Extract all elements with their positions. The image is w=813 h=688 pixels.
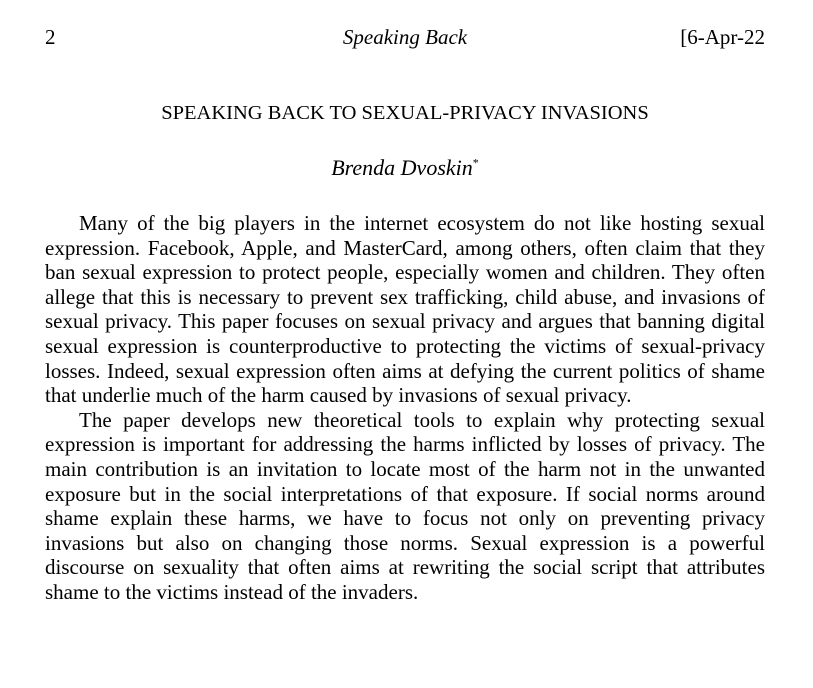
- abstract-body: [45, 211, 765, 605]
- author-name: Brenda Dvoskin: [331, 155, 473, 180]
- paper-title: SPEAKING BACK TO SEXUAL-PRIVACY INVASIONS: [161, 102, 649, 124]
- running-title: Speaking Back: [342, 25, 468, 49]
- page-number: 2: [45, 25, 56, 49]
- header-date: [6-Apr-22: [680, 25, 765, 49]
- paragraph-2: The paper develops new theoretical tools to explain why protecting sexual expression is important for addressing the harms inflicted by losses of privacy. The main contribution is an invitation to locate most of the harm not in the unwanted exposure but in the social interpretations of that exposure. If social norms around shame explain these harms, we have to focus not only on preventing privacy invasions but also on changing those norms. Sexual expression is a powerful discourse on sexuality that often aims at rewriting the social script that attributes shame to the victims instead of the invaders.: [45, 407, 765, 604]
- running-header: [45, 22, 765, 52]
- author-footnote-mark[interactable]: *: [472, 155, 479, 170]
- author-line: [45, 152, 765, 184]
- paragraph-1: Many of the big players in the internet ecosystem do not like hosting sexual expression. Facebook, Apple, and MasterCard, among others, often claim that they ban sexual expression to protect people, especially women and children. They often allege that this is necessary to prevent sex trafficking, child abuse, and invasions of sexual privacy. This paper focuses on sexual privacy and argues that banning digital sexual expression is counterproductive to protecting the victims of sexual-privacy losses. Indeed, sexual expression often aims at defying the current politics of shame that underlie much of the harm caused by invasions of sexual privacy.: [45, 211, 765, 408]
